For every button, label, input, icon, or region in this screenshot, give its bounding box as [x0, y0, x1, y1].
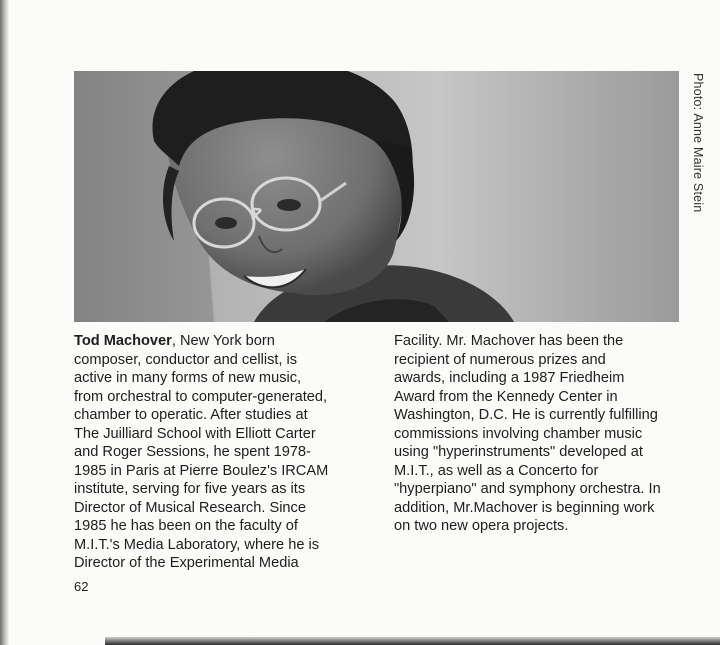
bio-line: M.I.T.'s Media Laboratory, where he is — [74, 536, 320, 553]
bio-column-right — [394, 332, 694, 536]
portrait-photo — [74, 71, 679, 322]
bio-line: on two new opera projects. — [394, 518, 569, 534]
bio-line: chamber to operatic. After studies at — [74, 407, 308, 423]
bio-line: active in many forms of new music, — [74, 370, 302, 386]
bio-first-line — [74, 332, 374, 351]
bio-line: institute, serving for five years as its — [74, 481, 306, 497]
bio-line: commissions involving chamber music — [394, 425, 643, 442]
bio-line: composer, conductor and cellist, is — [74, 351, 298, 368]
bio-line: The Juilliard School with Elliott Carter — [74, 425, 316, 442]
photo-credit: Photo: Anne Maire Stein — [691, 73, 705, 213]
bio-line: Washington, D.C. He is currently fulfilling — [394, 407, 658, 423]
page-edge-shadow — [0, 0, 9, 645]
bio-line: Director of Musical Research. Since — [74, 499, 306, 516]
bio-line: "hyperpiano" and symphony orchestra. In — [394, 481, 661, 497]
bio-line: M.I.T., as well as a Concerto for — [394, 462, 599, 479]
bio-line: Award from the Kennedy Center in — [394, 388, 618, 405]
bio-line: from orchestral to computer-generated, — [74, 388, 328, 405]
bio-line: Director of the Experimental Media — [74, 555, 299, 571]
bio-line: recipient of numerous prizes and — [394, 351, 606, 368]
composer-name: Tod Machover — [74, 333, 172, 349]
bio-line: and Roger Sessions, he spent 1978- — [74, 444, 311, 460]
bio-line: 1985 in Paris at Pierre Boulez's IRCAM — [74, 462, 329, 479]
page-bottom-edge — [105, 637, 720, 645]
bio-line: Facility. Mr. Machover has been the — [394, 333, 624, 349]
bio-column-left — [74, 332, 374, 573]
bio-line: 1985 he has been on the faculty of — [74, 518, 298, 534]
bio-line: addition, Mr.Machover is beginning work — [394, 499, 655, 516]
page-number: 62 — [74, 579, 89, 594]
bio-text: , New York born — [171, 333, 275, 349]
bio-line: awards, including a 1987 Friedheim — [394, 370, 625, 386]
bio-line: using "hyperinstruments" developed at — [394, 444, 643, 460]
